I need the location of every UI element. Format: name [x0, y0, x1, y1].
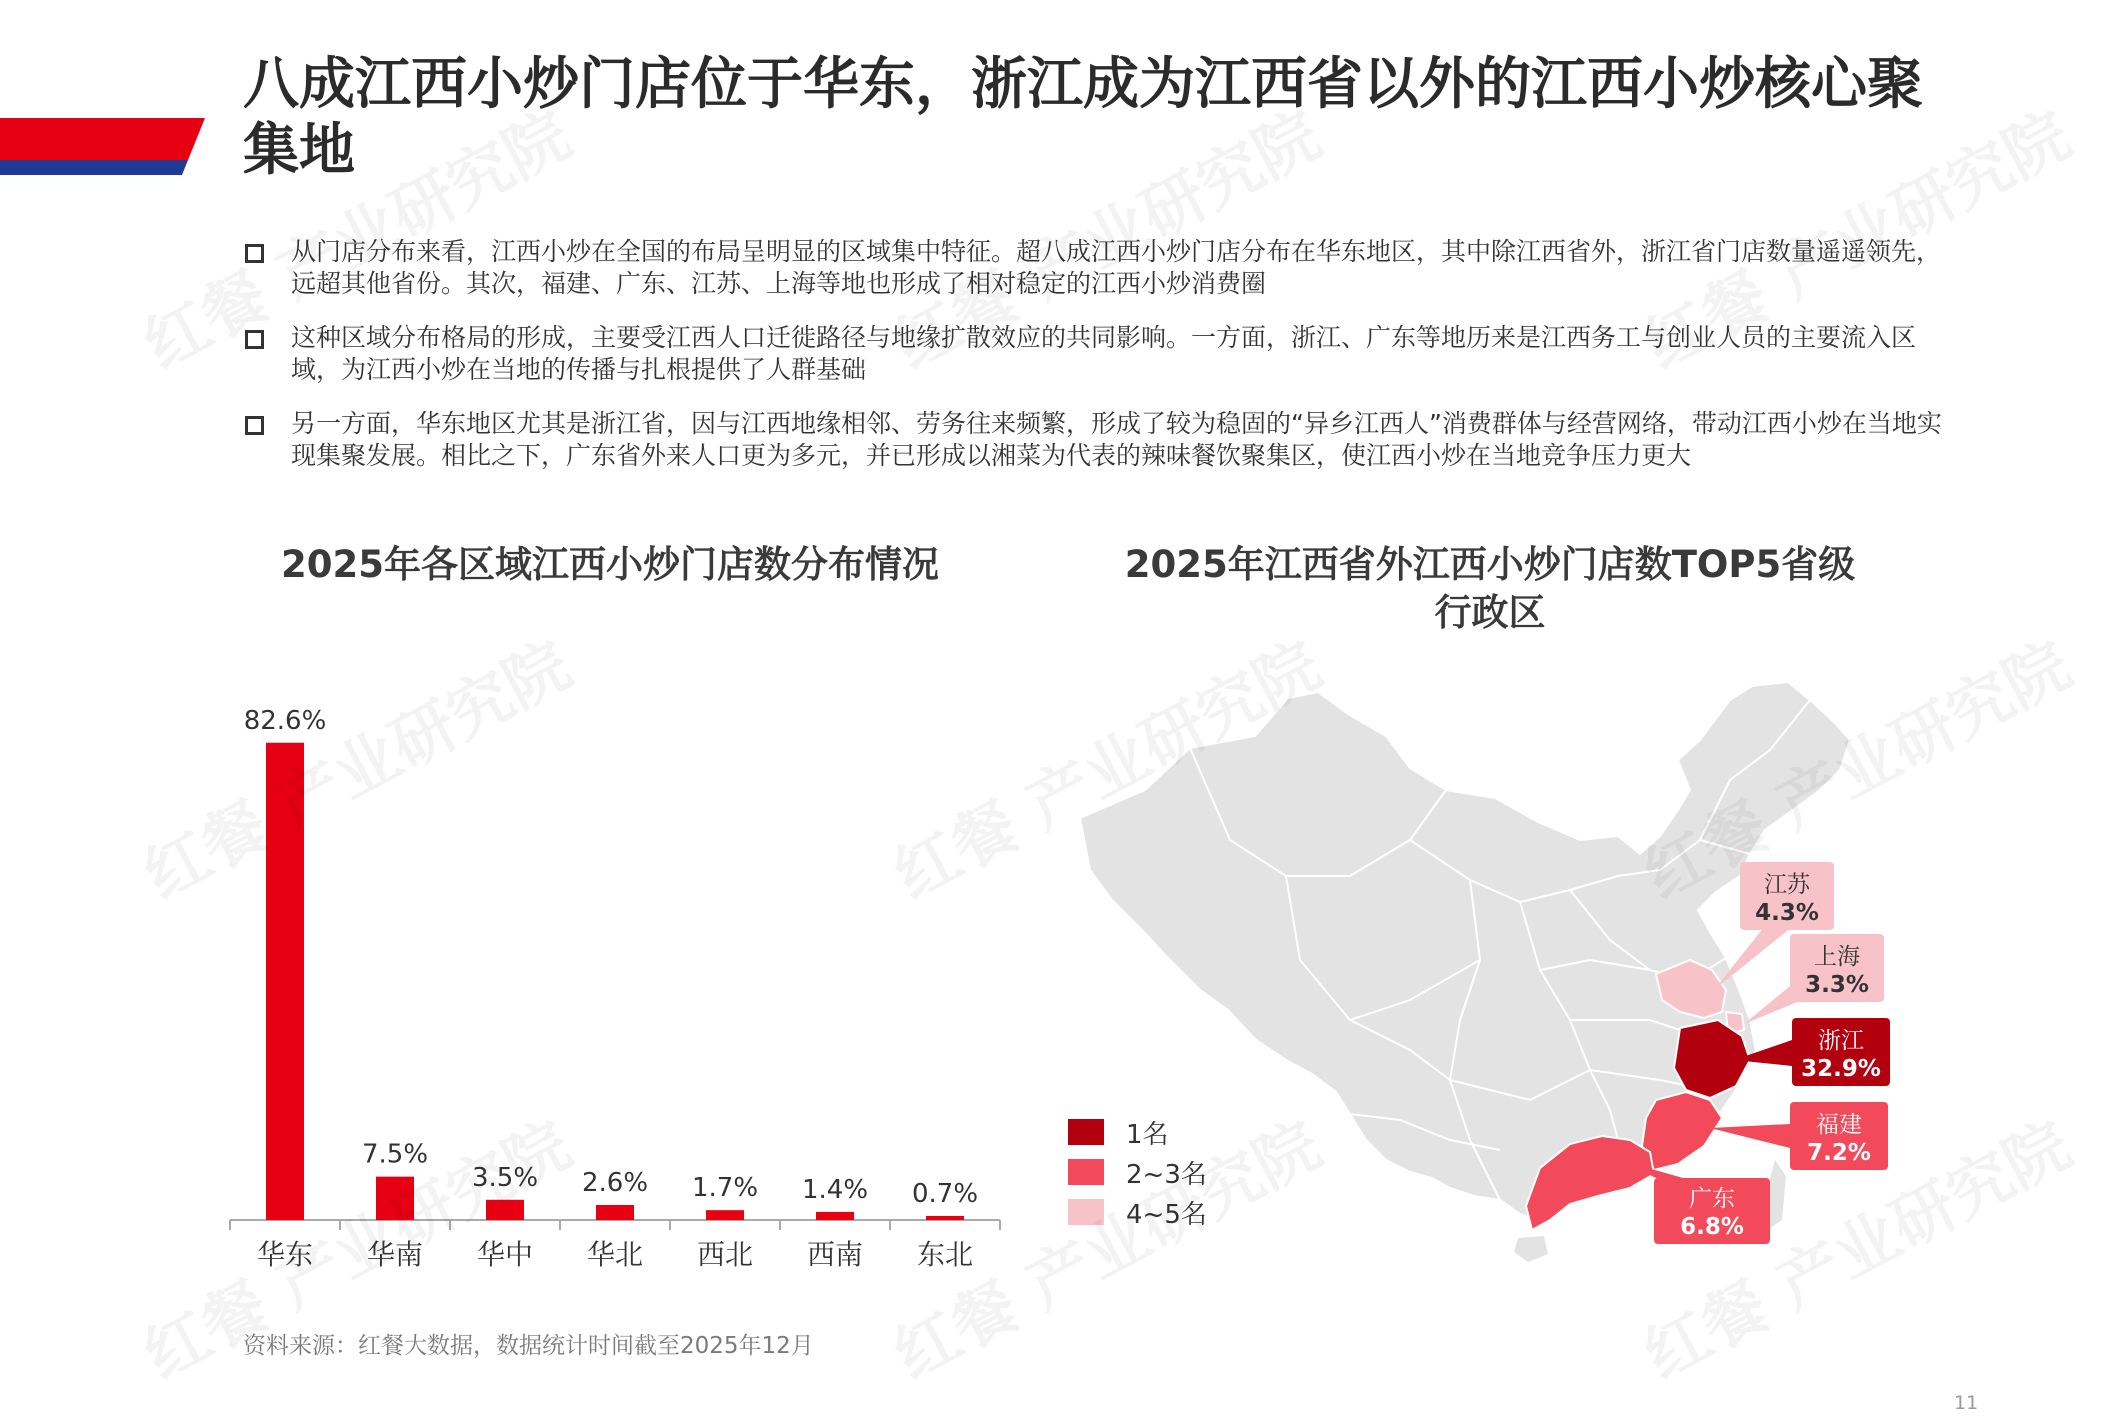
legend-swatch: [1068, 1119, 1104, 1145]
bar: [266, 743, 304, 1220]
callout-fujian-name: 福建: [1816, 1112, 1862, 1138]
bar-value-label: 7.5%: [361, 1139, 429, 1170]
callout-guangdong-name: 广东: [1689, 1186, 1735, 1212]
x-tick-label: 西南: [806, 1238, 864, 1271]
square-bullet-icon: [245, 416, 264, 435]
bar-value-label: 1.7%: [691, 1173, 759, 1204]
bar: [596, 1205, 634, 1220]
callout-fujian-value: 7.2%: [1807, 1140, 1871, 1166]
legend-label: 4~5名: [1126, 1199, 1207, 1230]
callout-shanghai-value: 3.3%: [1805, 972, 1869, 998]
bar-value-label: 1.4%: [801, 1174, 869, 1205]
callout-shanghai-name: 上海: [1814, 944, 1860, 970]
legend-label: 2~3名: [1126, 1159, 1207, 1190]
bullet-item: [243, 322, 1943, 386]
bar: [926, 1216, 964, 1220]
bullet-list: [243, 236, 1943, 494]
bar-value-label: 82.6%: [243, 705, 327, 736]
legend-item: [1068, 1192, 1207, 1232]
legend-item: [1068, 1112, 1207, 1152]
bar: [486, 1200, 524, 1220]
legend-item: [1068, 1152, 1207, 1192]
map-chart-title: 2025年江西省外江西小炒门店数TOP5省级行政区: [1124, 543, 1856, 634]
bullet-text: 从门店分布来看，江西小炒在全国的布局呈明显的区域集中特征。超八成江西小炒门店分布在华东地区，其中除江西省外，浙江省门店数量遥遥领先，远超其他省份。其次，福建、广东、江苏、上海等地也形成了相对稳定的江西小炒消费圈: [291, 237, 1942, 298]
bar-value-label: 2.6%: [581, 1167, 649, 1198]
bar: [816, 1212, 854, 1220]
bullet-text: 这种区域分布格局的形成，主要受江西人口迁徙路径与地缘扩散效应的共同影响。一方面，浙江、广东等地历来是江西务工与创业人员的主要流入区域，为江西小炒在当地的传播与扎根提供了人群基础: [291, 323, 1917, 384]
region-fujian: [1642, 1092, 1722, 1170]
bar-chart: [220, 640, 1020, 1280]
legend-swatch: [1068, 1199, 1104, 1225]
legend-label: 1名: [1126, 1119, 1169, 1150]
page-number: 11: [1954, 1392, 1979, 1414]
callout-fujian: [1710, 1102, 1888, 1170]
square-bullet-icon: [245, 244, 264, 263]
bar-chart-title: 2025年各区域江西小炒门店数分布情况: [281, 543, 939, 586]
callout-zhejiang-name: 浙江: [1818, 1028, 1864, 1054]
bullet-text: 另一方面，华东地区尤其是浙江省，因与江西地缘相邻、劳务往来频繁，形成了较为稳固的“异乡江西人”消费群体与经营网络，带动江西小炒在当地实现集聚发展。相比之下，广东省外来人口更为多元，并已形成以湘菜为代表的辣味餐饮聚集区，使江西小炒在当地竞争压力更大: [291, 409, 1942, 470]
legend-swatch: [1068, 1159, 1104, 1185]
square-bullet-icon: [245, 330, 264, 349]
x-tick-label: 华东: [256, 1238, 314, 1271]
callout-zhejiang-value: 32.9%: [1801, 1056, 1881, 1082]
source-note: 资料来源：红餐大数据，数据统计时间截至2025年12月: [243, 1333, 814, 1359]
x-tick-label: 东北: [916, 1238, 974, 1271]
x-tick-label: 华北: [586, 1238, 644, 1271]
callout-jiangsu-value: 4.3%: [1755, 900, 1819, 926]
x-tick-label: 华中: [476, 1238, 534, 1271]
bar: [706, 1210, 744, 1220]
callout-jiangsu-name: 江苏: [1764, 872, 1810, 898]
map-legend: [1068, 1112, 1207, 1232]
map-hainan: [1514, 1236, 1548, 1262]
page-title: 八成江西小炒门店位于华东，浙江成为江西省以外的江西小炒核心聚集地: [243, 52, 1923, 183]
bullet-item: [243, 236, 1943, 300]
bar-value-label: 3.5%: [471, 1162, 539, 1193]
x-tick-label: 西北: [696, 1238, 754, 1271]
bullet-item: [243, 408, 1943, 472]
callout-zhejiang: [1734, 1018, 1890, 1086]
bar: [376, 1177, 414, 1220]
callout-guangdong-value: 6.8%: [1680, 1214, 1744, 1240]
header-stripe: [0, 0, 210, 175]
x-tick-label: 华南: [366, 1238, 424, 1271]
bar-value-label: 0.7%: [911, 1178, 979, 1209]
